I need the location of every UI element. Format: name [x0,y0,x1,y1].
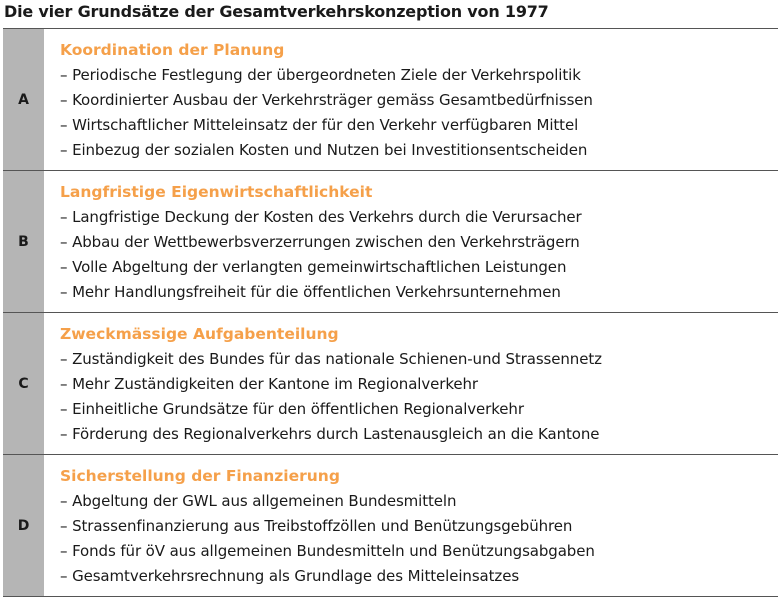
list-item: – Volle Abgeltung der verlangten gemeinwirtschaftlichen Leistungen [60,258,567,276]
row-letter: A [3,29,44,170]
row-title: Sicherstellung der Finanzierung [60,467,340,485]
list-item: – Abbau der Wettbewerbsverzerrungen zwischen den Verkehrsträgern [60,233,580,251]
list-item: – Zuständigkeit des Bundes für das nationale Schienen-und Strassennetz [60,350,602,368]
row-letter: B [3,171,44,312]
row-title: Koordination der Planung [60,41,285,59]
bullet-list [60,347,778,447]
list-item: – Gesamtverkehrsrechnung als Grundlage des Mitteleinsatzes [60,567,520,585]
row-title: Langfristige Eigenwirtschaftlichkeit [60,183,373,201]
list-item: – Koordinierter Ausbau der Verkehrsträger gemäss Gesamtbedürfnissen [60,91,593,109]
list-item: – Langfristige Deckung der Kosten des Verkehrs durch die Verursacher [60,208,582,226]
bullet-list [60,205,778,305]
list-item: – Periodische Festlegung der übergeordneten Ziele der Verkehrspolitik [60,66,581,84]
principle-row-b [3,171,778,313]
list-item: – Einheitliche Grundsätze für den öffentlichen Regionalverkehr [60,400,524,418]
row-content [44,29,778,170]
bullet-list [60,489,778,589]
list-item: – Einbezug der sozialen Kosten und Nutzen bei Investitionsentscheiden [60,141,588,159]
principles-table [3,28,778,599]
list-item: – Abgeltung der GWL aus allgemeinen Bundesmitteln [60,492,457,510]
principle-row-d [3,455,778,597]
list-item: – Mehr Zuständigkeiten der Kantone im Regionalverkehr [60,375,479,393]
principle-row-a [3,29,778,171]
row-content [44,171,778,312]
row-letter: C [3,313,44,454]
row-content [44,455,778,596]
row-letter: D [3,455,44,596]
bullet-list [60,63,778,163]
row-content [44,313,778,454]
row-title: Zweckmässige Aufgabenteilung [60,325,339,343]
list-item: – Mehr Handlungsfreiheit für die öffentlichen Verkehrsunternehmen [60,283,561,301]
page-title: Die vier Grundsätze der Gesamtverkehrskonzeption von 1977 [4,2,549,21]
list-item: – Strassenfinanzierung aus Treibstoffzöllen und Benützungsgebühren [60,517,573,535]
list-item: – Förderung des Regionalverkehrs durch Lastenausgleich an die Kantone [60,425,600,443]
list-item: – Fonds für öV aus allgemeinen Bundesmitteln und Benützungsabgaben [60,542,595,560]
principle-row-c [3,313,778,455]
list-item: – Wirtschaftlicher Mitteleinsatz der für den Verkehr verfügbaren Mittel [60,116,579,134]
